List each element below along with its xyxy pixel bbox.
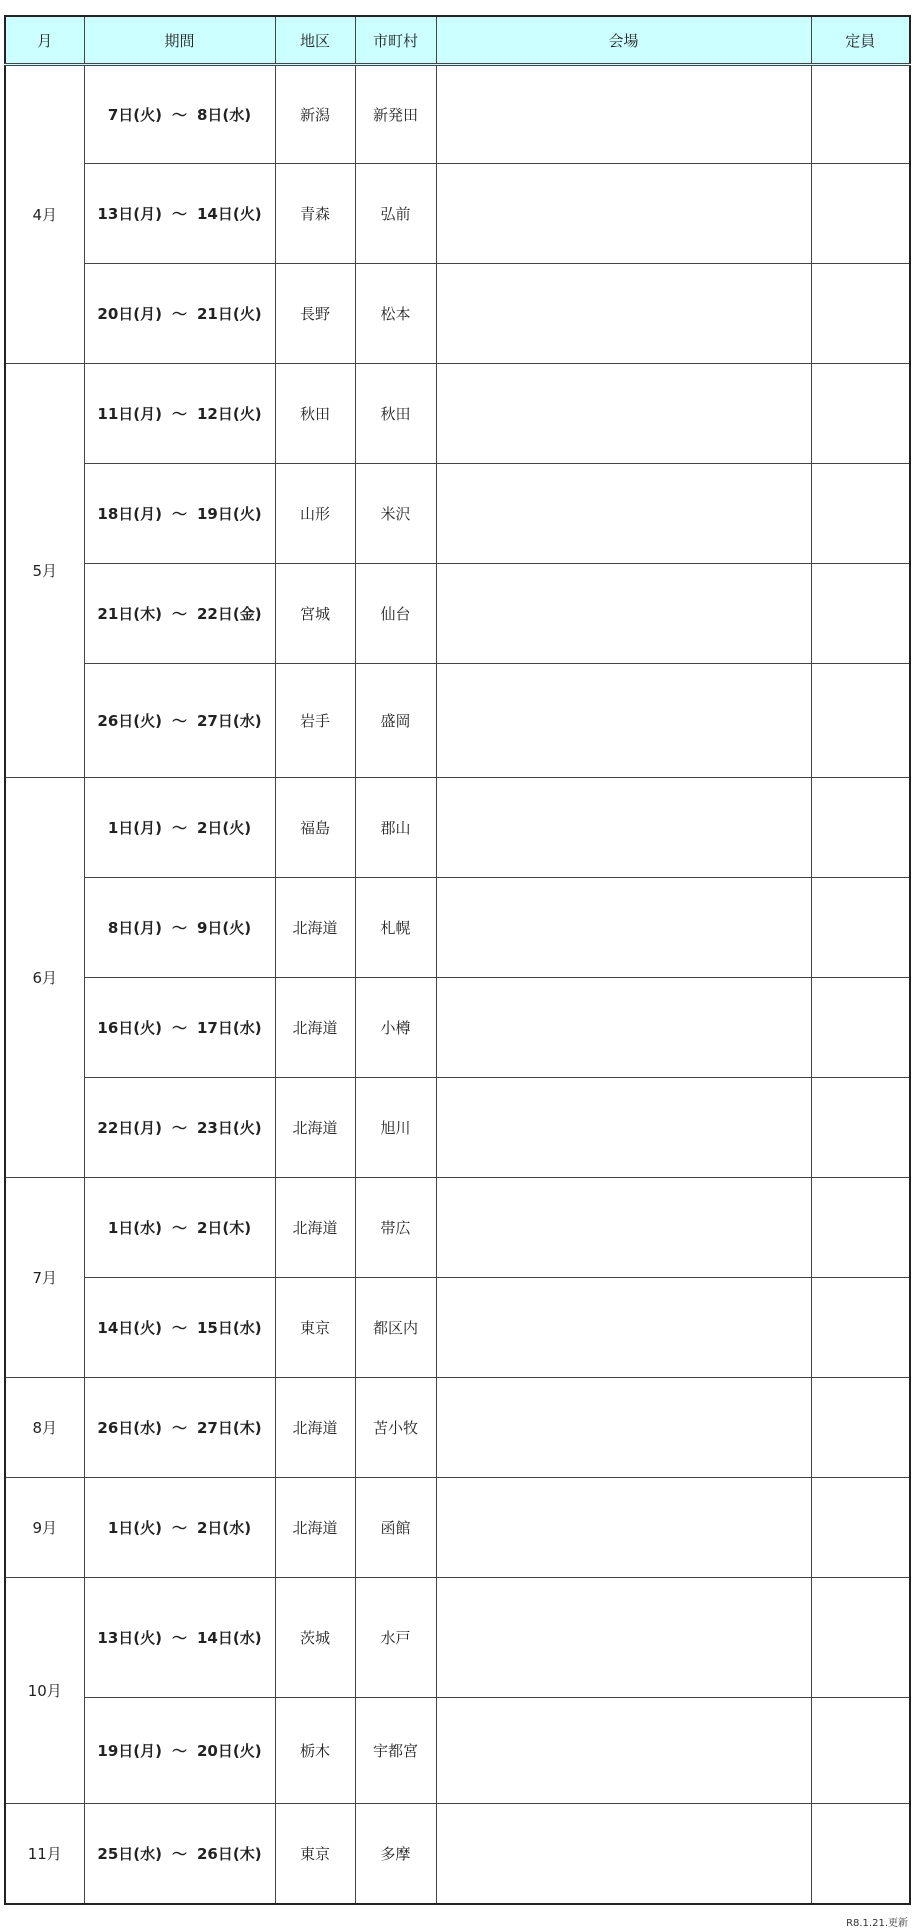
venue-cell: [436, 1378, 811, 1478]
period-cell: [84, 1698, 275, 1804]
venue-cell: [436, 878, 811, 978]
period-cell: [84, 1378, 275, 1478]
period-tilde: ～: [171, 1219, 187, 1237]
capacity-cell: [811, 978, 910, 1078]
table-row: [5, 978, 910, 1078]
table-row: [5, 1578, 910, 1698]
period-cell: [84, 664, 275, 778]
schedule-body: [5, 65, 910, 1904]
period-start: 18日(月): [97, 505, 162, 523]
city-cell: 米沢: [355, 464, 436, 564]
period-tilde: ～: [171, 712, 187, 730]
period-end: 17日(水): [197, 1019, 262, 1037]
period-start: 25日(水): [97, 1844, 162, 1863]
period-end: 27日(水): [197, 712, 262, 730]
region-cell: 岩手: [275, 664, 355, 778]
city-cell: 秋田: [355, 364, 436, 464]
table-row: [5, 1378, 910, 1478]
period-end: 2日(水): [197, 1519, 252, 1537]
header-month: 月: [5, 16, 84, 65]
schedule-table: [4, 15, 911, 1905]
period-end: 14日(火): [197, 205, 262, 223]
venue-cell: [436, 1804, 811, 1904]
period-tilde: ～: [171, 305, 187, 323]
capacity-cell: [811, 164, 910, 264]
region-cell: 北海道: [275, 1178, 355, 1278]
period-start: 26日(火): [97, 712, 162, 730]
period-cell: [84, 1804, 275, 1904]
header-period: 期間: [84, 16, 275, 65]
city-cell: 郡山: [355, 778, 436, 878]
period-start: 1日(月): [107, 819, 162, 837]
capacity-cell: [811, 1178, 910, 1278]
period-tilde: ～: [171, 1629, 187, 1647]
period-cell: [84, 978, 275, 1078]
period-cell: [84, 464, 275, 564]
venue-cell: [436, 1578, 811, 1698]
period-tilde: ～: [171, 205, 187, 223]
capacity-cell: [811, 264, 910, 364]
month-cell: 10月: [5, 1578, 84, 1804]
period-cell: [84, 164, 275, 264]
city-cell: 苫小牧: [355, 1378, 436, 1478]
capacity-cell: [811, 1478, 910, 1578]
region-cell: 茨城: [275, 1578, 355, 1698]
header-venue: 会場: [436, 16, 811, 65]
region-cell: 北海道: [275, 1078, 355, 1178]
header-city: 市町村: [355, 16, 436, 65]
month-cell: 5月: [5, 364, 84, 778]
table-row: [5, 664, 910, 778]
city-cell: 旭川: [355, 1078, 436, 1178]
period-end: 19日(火): [197, 505, 262, 523]
month-cell: 9月: [5, 1478, 84, 1578]
city-cell: 札幌: [355, 878, 436, 978]
period-tilde: ～: [171, 106, 187, 124]
region-cell: 東京: [275, 1804, 355, 1904]
city-cell: 函館: [355, 1478, 436, 1578]
venue-cell: [436, 264, 811, 364]
period-cell: [84, 1178, 275, 1278]
table-row: [5, 878, 910, 978]
venue-cell: [436, 664, 811, 778]
capacity-cell: [811, 464, 910, 564]
period-end: 26日(木): [197, 1844, 262, 1863]
region-cell: 長野: [275, 264, 355, 364]
venue-cell: [436, 364, 811, 464]
region-cell: 福島: [275, 778, 355, 878]
period-end: 2日(火): [197, 819, 252, 837]
period-start: 14日(火): [97, 1319, 162, 1337]
month-cell: 8月: [5, 1378, 84, 1478]
table-row: [5, 464, 910, 564]
venue-cell: [436, 65, 811, 164]
month-cell: 11月: [5, 1804, 84, 1904]
period-cell: [84, 65, 275, 164]
period-end: 9日(火): [197, 919, 252, 937]
month-cell: 4月: [5, 65, 84, 364]
city-cell: 新発田: [355, 65, 436, 164]
city-cell: 帯広: [355, 1178, 436, 1278]
table-row: [5, 564, 910, 664]
period-cell: [84, 778, 275, 878]
period-start: 19日(月): [97, 1742, 162, 1760]
region-cell: 東京: [275, 1278, 355, 1378]
venue-cell: [436, 1178, 811, 1278]
city-cell: 多摩: [355, 1804, 436, 1904]
period-cell: [84, 264, 275, 364]
capacity-cell: [811, 364, 910, 464]
header-row: [5, 16, 910, 65]
table-row: [5, 1078, 910, 1178]
period-tilde: ～: [171, 1419, 187, 1437]
table-row: [5, 1804, 910, 1904]
period-tilde: ～: [171, 1019, 187, 1037]
period-end: 12日(火): [197, 405, 262, 423]
table-row: [5, 1178, 910, 1278]
period-end: 15日(水): [197, 1319, 262, 1337]
region-cell: 北海道: [275, 1378, 355, 1478]
period-end: 23日(火): [197, 1119, 262, 1137]
period-start: 20日(月): [97, 305, 162, 323]
city-cell: 都区内: [355, 1278, 436, 1378]
period-tilde: ～: [171, 1119, 187, 1137]
period-start: 1日(水): [107, 1219, 162, 1237]
capacity-cell: [811, 1078, 910, 1178]
period-end: 21日(火): [197, 305, 262, 323]
period-start: 11日(月): [97, 405, 162, 423]
period-tilde: ～: [171, 1319, 187, 1337]
capacity-cell: [811, 65, 910, 164]
venue-cell: [436, 1278, 811, 1378]
region-cell: 新潟: [275, 65, 355, 164]
period-start: 22日(月): [97, 1119, 162, 1137]
capacity-cell: [811, 564, 910, 664]
period-tilde: ～: [171, 1742, 187, 1760]
period-tilde: ～: [171, 919, 187, 937]
capacity-cell: [811, 1278, 910, 1378]
capacity-cell: [811, 778, 910, 878]
period-cell: [84, 1478, 275, 1578]
city-cell: 水戸: [355, 1578, 436, 1698]
period-cell: [84, 364, 275, 464]
period-start: 8日(月): [107, 919, 162, 937]
region-cell: 青森: [275, 164, 355, 264]
table-row: [5, 1478, 910, 1578]
period-end: 8日(水): [197, 106, 252, 124]
city-cell: 弘前: [355, 164, 436, 264]
period-end: 27日(木): [197, 1419, 262, 1437]
header-capacity: 定員: [811, 16, 910, 65]
period-cell: [84, 1078, 275, 1178]
table-row: [5, 164, 910, 264]
city-cell: 宇都宮: [355, 1698, 436, 1804]
venue-cell: [436, 1078, 811, 1178]
period-tilde: ～: [171, 819, 187, 837]
capacity-cell: [811, 878, 910, 978]
header-region: 地区: [275, 16, 355, 65]
venue-cell: [436, 1478, 811, 1578]
region-cell: 北海道: [275, 978, 355, 1078]
period-cell: [84, 564, 275, 664]
period-end: 2日(木): [197, 1219, 252, 1237]
period-cell: [84, 1578, 275, 1698]
capacity-cell: [811, 1578, 910, 1698]
period-start: 16日(火): [97, 1019, 162, 1037]
period-start: 13日(火): [97, 1629, 162, 1647]
period-start: 13日(月): [97, 205, 162, 223]
region-cell: 山形: [275, 464, 355, 564]
capacity-cell: [811, 664, 910, 778]
table-row: [5, 364, 910, 464]
capacity-cell: [811, 1378, 910, 1478]
period-end: 20日(火): [197, 1742, 262, 1760]
month-cell: 7月: [5, 1178, 84, 1378]
period-start: 7日(火): [107, 106, 162, 124]
venue-cell: [436, 564, 811, 664]
period-tilde: ～: [171, 405, 187, 423]
region-cell: 北海道: [275, 1478, 355, 1578]
city-cell: 松本: [355, 264, 436, 364]
period-tilde: ～: [171, 605, 187, 623]
period-tilde: ～: [171, 1844, 187, 1863]
city-cell: 盛岡: [355, 664, 436, 778]
region-cell: 北海道: [275, 878, 355, 978]
city-cell: 仙台: [355, 564, 436, 664]
table-row: [5, 264, 910, 364]
table-row: [5, 65, 910, 164]
capacity-cell: [811, 1698, 910, 1804]
period-tilde: ～: [171, 1519, 187, 1537]
month-cell: 6月: [5, 778, 84, 1178]
region-cell: 秋田: [275, 364, 355, 464]
period-end: 14日(水): [197, 1629, 262, 1647]
table-row: [5, 778, 910, 878]
venue-cell: [436, 464, 811, 564]
period-tilde: ～: [171, 505, 187, 523]
venue-cell: [436, 1698, 811, 1804]
period-cell: [84, 878, 275, 978]
region-cell: 宮城: [275, 564, 355, 664]
period-start: 26日(水): [97, 1419, 162, 1437]
venue-cell: [436, 778, 811, 878]
capacity-cell: [811, 1804, 910, 1904]
updated-note: R8.1.21.更新: [846, 1918, 908, 1929]
venue-cell: [436, 164, 811, 264]
period-start: 1日(火): [107, 1519, 162, 1537]
region-cell: 栃木: [275, 1698, 355, 1804]
venue-cell: [436, 978, 811, 1078]
table-row: [5, 1278, 910, 1378]
city-cell: 小樽: [355, 978, 436, 1078]
period-end: 22日(金): [197, 605, 262, 623]
period-cell: [84, 1278, 275, 1378]
period-start: 21日(木): [97, 605, 162, 623]
table-row: [5, 1698, 910, 1804]
